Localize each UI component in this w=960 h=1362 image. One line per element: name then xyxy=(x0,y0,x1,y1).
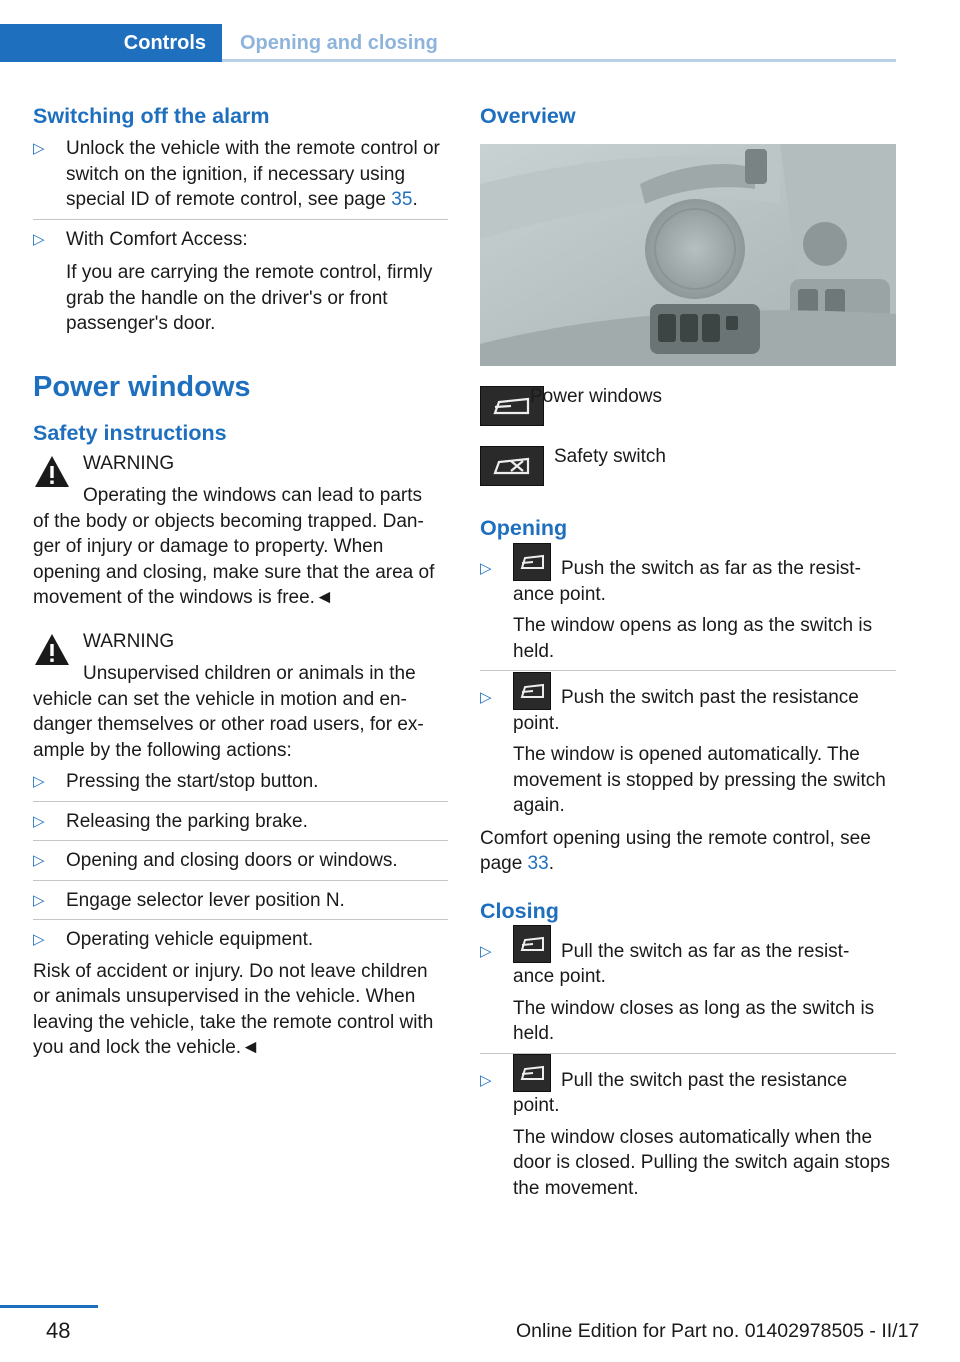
safety-switch-label: Safety switch xyxy=(554,446,666,467)
warning-triangle-icon xyxy=(33,631,71,669)
warning-triangle-icon xyxy=(33,453,71,491)
page-number: 48 xyxy=(46,1318,71,1343)
bullet-triangle-icon: ▷ xyxy=(33,931,45,948)
warning-label: WARNING xyxy=(83,452,175,474)
power-windows-label: Power windows xyxy=(530,386,662,407)
edition-text: Online Edition for Part no. 01402978505 - II/17 xyxy=(516,1320,920,1342)
safety-switch-icon xyxy=(480,446,544,486)
left-column xyxy=(33,100,448,1061)
power-windows-heading: Power windows xyxy=(33,370,251,403)
bullet-triangle-icon: ▷ xyxy=(33,230,45,248)
closing-heading: Closing xyxy=(480,898,559,923)
actions-list xyxy=(33,769,448,953)
opening-heading: Opening xyxy=(480,516,568,540)
comfort-opening-text: Comfort opening using the remote control, see page 33. xyxy=(480,827,871,874)
bullet-triangle-icon: ▷ xyxy=(480,942,492,960)
list-divider xyxy=(480,670,896,671)
list-item: ▷ Operating vehicle equipment. xyxy=(33,927,448,953)
warning-block xyxy=(33,629,448,764)
list-divider xyxy=(33,919,448,920)
list-item: ▷ Push the switch past the resistance point. The window is opened automatically. The movement is stopped by pressing the switch again. xyxy=(480,685,896,819)
legend-power-windows xyxy=(480,386,896,428)
bullet-triangle-icon: ▷ xyxy=(33,773,45,790)
window-switch-icon xyxy=(513,672,551,710)
warning-text: vehicle can set the vehicle in motion and en‐danger themselves or other road users, for ex‐ample by the following actions: xyxy=(33,688,424,761)
overview-heading: Overview xyxy=(480,104,576,128)
warning-text-first: Operating the windows can lead to parts xyxy=(83,485,423,506)
list-divider xyxy=(33,801,448,802)
legend-safety-switch xyxy=(480,446,896,488)
list-item: ▷ With Comfort Access: xyxy=(33,227,448,253)
warning-block xyxy=(33,451,448,611)
warning-text-first: Unsupervised children or animals in the xyxy=(83,663,416,684)
list-item: ▷ Engage selector lever position N. xyxy=(33,888,448,914)
header-divider xyxy=(222,59,896,62)
risk-text: Risk of accident or injury. Do not leave children or animals unsupervised in the vehicle. When leaving the vehicle, take the remote control with you and lock the vehicle.◄ xyxy=(33,960,434,1058)
list-item: ▷ Unlock the vehicle with the remote control or switch on the ignition, if necessary using special ID of remote control, see page 35. xyxy=(33,138,440,210)
right-column xyxy=(480,100,896,1201)
page-header xyxy=(0,0,960,62)
window-switch-icon xyxy=(513,543,551,581)
tab-opening-and-closing[interactable]: Opening and closing xyxy=(240,32,438,54)
list-item: ▷ Pull the switch as far as the resist‐ ance point. The window closes as long as the switch is held. xyxy=(480,939,896,1047)
list-item: ▷ Pull the switch past the resistance point. The window closes automatically when the door is closed. Pulling the switch again stops the movement. xyxy=(480,1068,896,1202)
bullet-triangle-icon: ▷ xyxy=(480,1071,492,1089)
bullet-triangle-icon: ▷ xyxy=(33,140,45,157)
bullet-triangle-icon: ▷ xyxy=(33,891,45,909)
safety-instructions-heading: Safety instructions xyxy=(33,420,227,445)
bullet-triangle-icon: ▷ xyxy=(33,852,45,869)
warning-label: WARNING xyxy=(83,630,175,652)
comfort-access-text: If you are carrying the remote control, firmly grab the handle on the driver's or front passenger's door. xyxy=(66,262,433,334)
bullet-triangle-icon: ▷ xyxy=(33,812,45,830)
page-link[interactable]: 35 xyxy=(391,189,413,210)
list-item: ▷ Releasing the parking brake. xyxy=(33,809,448,835)
list-divider xyxy=(33,219,448,220)
footer-divider xyxy=(0,1305,98,1308)
switching-off-alarm-heading: Switching off the alarm xyxy=(33,104,270,128)
list-item: ▷ Push the switch as far as the resist‐ ance point. The window opens as long as the switch is held. xyxy=(480,556,896,664)
list-divider xyxy=(33,840,448,841)
list-divider xyxy=(480,1053,896,1054)
door-panel-image xyxy=(480,144,896,366)
bullet-triangle-icon: ▷ xyxy=(480,560,492,577)
list-item: ▷ Opening and closing doors or windows. xyxy=(33,848,448,874)
list-divider xyxy=(33,880,448,881)
bullet-triangle-icon: ▷ xyxy=(480,689,492,706)
tab-controls[interactable]: Controls xyxy=(0,24,222,62)
window-switch-icon xyxy=(513,925,551,963)
window-switch-icon xyxy=(513,1054,551,1092)
page-link[interactable]: 33 xyxy=(527,853,549,874)
warning-text: of the body or objects becoming trapped. Dan‐ger of injury or damage to property. When opening and closing, make sure that the area of movement of the windows is free.◄ xyxy=(33,510,435,608)
list-item: ▷ Pressing the start/stop button. xyxy=(33,769,448,795)
